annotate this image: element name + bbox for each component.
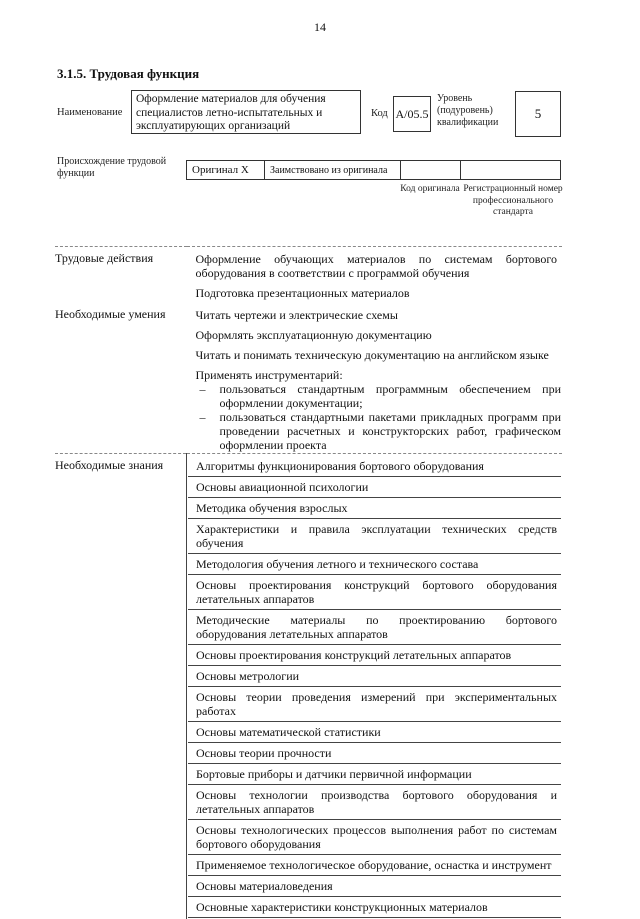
knowledge-item: Основы метрологии <box>188 666 561 687</box>
skill-item: Применять инструментарий: <box>188 365 562 382</box>
knowledge-item: Основы авиационной психологии <box>188 477 561 498</box>
skill-item: Читать и понимать техническую документацию на английском языке <box>188 345 562 365</box>
skills-row <box>55 304 562 454</box>
name-label: Наименование <box>57 107 122 119</box>
knowledge-item: Бортовые приборы и датчики первичной информации <box>188 764 561 785</box>
knowledge-item: Основы технологии производства бортового оборудования и летательных аппаратов <box>188 785 561 820</box>
knowledge-item: Основы математической статистики <box>188 722 561 743</box>
action-item: Оформление обучающих материалов по системам бортового оборудования в соответствии с программой обучения <box>188 248 562 283</box>
origin-reg-caption: Регистрационный номер профессионального стандарта <box>463 184 563 219</box>
knowledge-item: Методика обучения взрослых <box>188 498 561 519</box>
origin-original: Оригинал X <box>187 161 265 179</box>
function-table <box>55 246 562 919</box>
action-item: Подготовка презентационных материалов <box>188 283 562 303</box>
page-number: 14 <box>0 20 640 35</box>
knowledge-item: Методология обучения летного и технического состава <box>188 554 561 575</box>
knowledge-item: Основы теории проведения измерений при экспериментальных работах <box>188 687 561 722</box>
origin-table <box>186 160 561 180</box>
skill-sublist <box>188 382 562 452</box>
origin-borrowed: Заимствовано из оригинала <box>265 161 401 179</box>
name-value-box: Оформление материалов для обучения специалистов летно-испытательных и эксплуатирующих организаций <box>131 90 361 134</box>
origin-reg-cell <box>461 161 560 179</box>
origin-code-cell <box>401 161 461 179</box>
origin-label: Происхождение трудовой функции <box>57 156 185 180</box>
knowledge-item: Основы проектирования конструкций летательных аппаратов <box>188 645 561 666</box>
knowledge-item: Основы теории прочности <box>188 743 561 764</box>
skill-item: Оформлять эксплуатационную документацию <box>188 325 562 345</box>
knowledge-item: Основы проектирования конструкций бортового оборудования летательных аппаратов <box>188 575 561 610</box>
knowledge-item: Основы материаловедения <box>188 876 561 897</box>
code-label: Код <box>371 108 388 120</box>
code-value-box: A/05.5 <box>393 96 431 132</box>
knowledge-item: Основы технологических процессов выполнения работ по системам бортового оборудования <box>188 820 561 855</box>
skills-label: Необходимые умения <box>55 304 187 454</box>
level-value-box: 5 <box>515 91 561 137</box>
origin-code-caption: Код оригинала <box>400 184 460 196</box>
actions-label: Трудовые действия <box>55 247 187 305</box>
knowledge-label: Необходимые знания <box>55 454 187 919</box>
knowledge-item: Основные характеристики конструкционных материалов <box>188 897 561 918</box>
knowledge-item: Применяемое технологическое оборудование, оснастка и инструмент <box>188 855 561 876</box>
skill-subitem: – пользоваться стандартными пакетами прикладных программ при проведении расчетных и конструкторских работ, графическом оформлении проекта <box>196 410 562 452</box>
knowledge-item: Методические материалы по проектированию бортового оборудования летательных аппаратов <box>188 610 561 645</box>
actions-row <box>55 247 562 305</box>
skill-subitem: – пользоваться стандартным программным обеспечением при оформлении документации; <box>196 382 562 410</box>
knowledge-item: Алгоритмы функционирования бортового оборудования <box>188 455 561 477</box>
knowledge-item: Характеристики и правила эксплуатации технических средств обучения <box>188 519 561 554</box>
skill-item: Читать чертежи и электрические схемы <box>188 305 562 325</box>
section-title: 3.1.5. Трудовая функция <box>57 66 199 82</box>
level-label: Уровень (подуровень) квалификации <box>437 93 513 129</box>
knowledge-row <box>55 454 562 919</box>
